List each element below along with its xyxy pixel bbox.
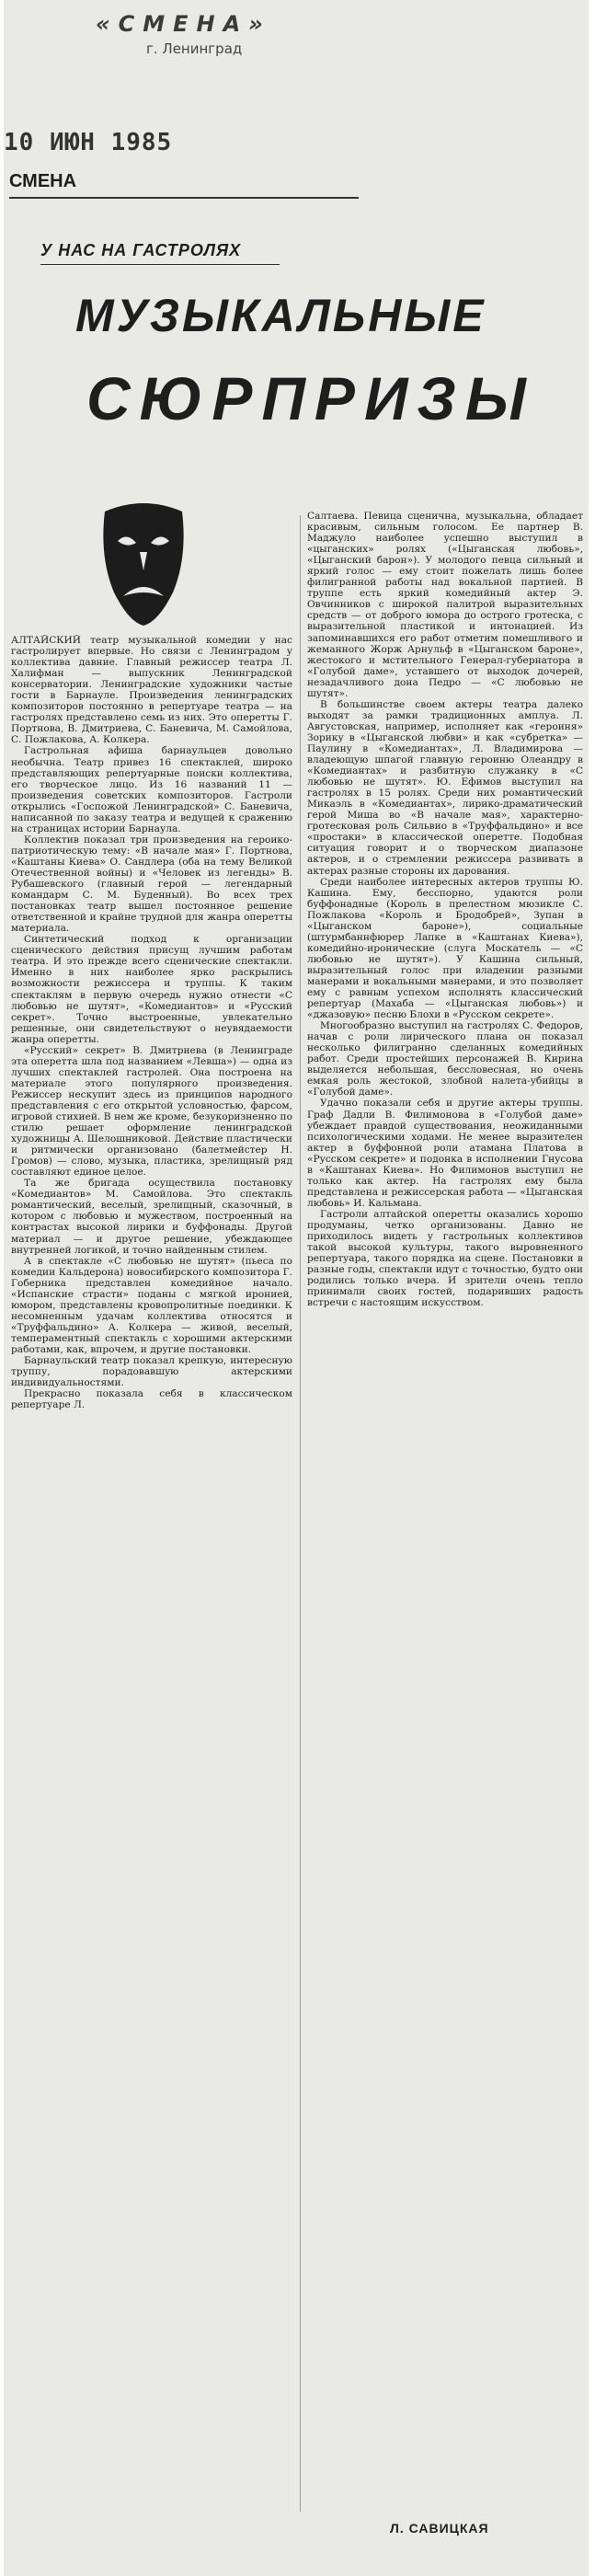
source-label: СМЕНА	[9, 171, 77, 191]
paragraph: Барнаульский театр показал крепкую, интересную труппу, порадовавшую актерскими индивидуальностями.	[11, 1355, 292, 1389]
paragraph: Среди наиболее интересных актеров труппы Ю. Кашина. Ему, бесспорно, удаются роли буффонадные (Король в прелестном мюзикле С. Пожлакова «Король и Бродобрей», Зупан в «Цыганском бароне»), социальные (штурмбаннфюрер Лапке в «Каштанах Киева»), комедийно-иронические (слуга Москатель — «С любовью не шутят»). У Кашина сильный, выразительный голос при владении разными манерами и вокальными манерами, и это позволяет ему с равным успехом исполнять классический репертуар (Махаба — «Цыганская любовь») и «джазовую» песню Блохи в «Русском секрете».	[307, 876, 583, 1021]
paragraph: Гастроли алтайской оперетты оказались хорошо продуманы, четко организованы. Давно не приходилось видеть у гастрольных коллективов такой высокой культуры, такого выровненного репертуара, такого порядка на сцене. Постановки в разные годы, спектакли идут с точностью, будто они родились только вчера. И зрители очень тепло принимали своих гостей, подаривших радость встречи с настоящим искусством.	[307, 1208, 583, 1309]
stamp-brand: «СМЕНА»	[96, 11, 271, 37]
stamp-city: г. Ленинград	[146, 40, 243, 57]
date-stamp: 10 ИЮН 1985	[4, 129, 173, 156]
paragraph: Коллектив показал три произведения на героико-патриотическую тему: «В начале мая» Г. Портнова, «Каштаны Киева» О. Сандлера (оба на тему Великой Отечественной войны) и «Человек из легенды» В. Рубашевского (главный герой — легендарный командарм С. М. Буденный). Во всех трех постановках театр вышел постоянное решение ответственной и крайне трудной для жанра оперетты материала.	[11, 834, 292, 935]
title-line-1: МУЗЫКАЛЬНЫЕ	[75, 290, 486, 341]
rubric-rule	[40, 264, 280, 265]
paragraph: Гастрольная афиша барнаульцев довольно необычна. Театр привез 16 спектаклей, широко представляющих репертуарные поиски коллектива, его творческое лицо. Из 16 названий 11 — произведения советских композиторов. Гастроли открылись «Госпожой Ленинградской» С. Баневича, написанной по заказу театра и ведущей к сражению на страницах истории Барнаула.	[11, 745, 292, 834]
article-column-1	[11, 635, 292, 2516]
author-signature: Л. САВИЦКАЯ	[390, 2521, 489, 2536]
paragraph: Салтаева. Певица сценична, музыкальна, обладает красивым, сильным голосом. Ее партнер В. Маджуло наиболее успешно выступил в «цыганских» ролях («Цыганская любовь», «Цыганский барон»). У молодого певца сильный и яркий голос — ему стоит пожелать лишь более филигранной работы над вокальной партией. В труппе есть яркий комедийный актер Э. Овчинников с широкой палитрой выразительных средств — от доброго юмора до острого гротеска, с выразительной пластикой и интонацией. Из запоминавшихся его работ отметим помешливого и жеманного Жорж Арнульф в «Цыганском бароне», жестокого и мстительного Генерал-губернатора в «Голубой даме», уставшего от выходок дочерей, незадачливого дона Педро — «С любовью не шутят».	[307, 511, 583, 699]
paragraph: «Русский» секрет» В. Дмитриева (в Ленинграде эта оперетта шла под названием «Левша») — одна из лучших спектаклей гастролей. Она построена на материале этого популярного произведения. Режиссер нескупит здесь из принципов народного представления с его открытой условностью, фарсом, игровой стихией. В нем же кроме, безукоризненно по стилю решает оформление ленинградской художницы А. Шелошниковой. Действие пластически и ритмически организовано (балетмейстер Н. Громов) — слово, музыка, пластика, зрелищный ряд составляют единое целое.	[11, 1044, 292, 1179]
source-rule	[9, 197, 359, 199]
paragraph: Прекрасно показала себя в классическом репертуаре Л.	[11, 1388, 292, 1411]
library-stamp	[96, 11, 307, 75]
column-divider	[300, 515, 301, 2512]
article-column-2	[307, 511, 583, 2516]
rubric-heading: У НАС НА ГАСТРОЛЯХ	[40, 241, 242, 259]
paragraph: АЛТАЙСКИЙ театр музыкальной комедии у нас гастролирует впервые. Но связи с Ленинградом у коллектива давние. Главный режиссер театра Л. Халифман — выпускник Ленинградской консерватории. Ленинградские художники частые гости в Барнауле. Произведения ленинградских композиторов постоянно в репертуаре театра — на гастролях представлено семь из них. Это оперетты Г. Портнова, В. Дмитриева, С. Баневича, М. Самойлова, С. Пожлакова, А. Колкера.	[11, 635, 292, 746]
paragraph: Удачно показали себя и другие актеры труппы. Граф Дадли В. Филимонова в «Голубой даме» убеждает правдой существования, неожиданными психологическими ходами. Не менее выразителен актер в буффонной роли атамана Платова в «Русском секрете» и подонка в исполнении Гнусова в «Каштанах Киева». Но Филимонов выступил не только как актер. На гастролях ему была представлена и режиссерская работа — «Цыганская любовь» И. Кальмана.	[307, 1098, 583, 1209]
newspaper-clipping	[4, 0, 589, 2576]
title-line-2: СЮРПРИЗЫ	[86, 364, 535, 432]
paragraph: В большинстве своем актеры театра далеко выходят за рамки традиционных амплуа. Л. Августовская, например, исполняет как «героиня» Зорику в «Цыганской любви» и как «субретка» — Паулину в «Комедиантах», Л. Владимирова — владеющую шпагой главную героиню Олеандру в «Комедиантах» и разбитную служанку в «С любовью не шутят». Ю. Ефимов выступил на гастролях в 15 ролях. Среди них романтический Микаэль в «Комедиантах», лирико-драматический герой Миша во «В начале мая», характерно-гротесковая роль Сильвио в «Труффальдино» и все «простаки» в классической оперетте. Подобная ситуация говорит и о творческом диапазоне актеров, и о стремлении режиссера развивать в актерах разные стороны их дарования.	[307, 698, 583, 877]
paragraph: А в спектакле «С любовью не шутят» (пьеса по комедии Кальдерона) новосибирского композитора Г. Гоберника представлен комедийное начало. «Испанские страсти» поданы с мягкой иронией, юмором, представлены кровопролитные поединки. К несомненным удачам коллектива относятся и «Труффальдино» А. Колкера — живой, веселый, темпераментный спектакль с хорошими актерскими работами, как, впрочем, и другие постановки.	[11, 1255, 292, 1355]
paragraph: Многообразно выступил на гастролях С. Федоров, начав с роли лирического плана он показал несколько филигранно сделанных комедийных работ. Среди простейших персонажей В. Кирина выделяется небольшая, бессловесная, но очень емкая роль жестокой, злобной налета-убийцы в «Голубой даме».	[307, 1020, 583, 1098]
paragraph: Та же бригада осуществила постановку «Комедиантов» М. Самойлова. Это спектакль романтический, веселый, зрелищный, сказочный, в котором с любовью и мужеством, построенный на контрастах высокой лирики и буффонады. Другой материал — и другое решение, убеждающее внутренней логикой, и точно найденным стилем.	[11, 1178, 292, 1256]
paragraph: Синтетический подход к организации сценического действия присущ лучшим работам театра. И это прежде всего сценические спектакли. Именно в них наиболее ярко раскрылись возможности режиссера и труппы. К таким спектаклям в первую очередь нужно отнести «С любовью не шутят», «Комедиантов» и «Русский секрет». Точно выстроенные, увлекательно решенные, они свидетельствуют о неувядаемости жанра оперетты.	[11, 934, 292, 1045]
theatre-mask-icon	[88, 493, 199, 631]
